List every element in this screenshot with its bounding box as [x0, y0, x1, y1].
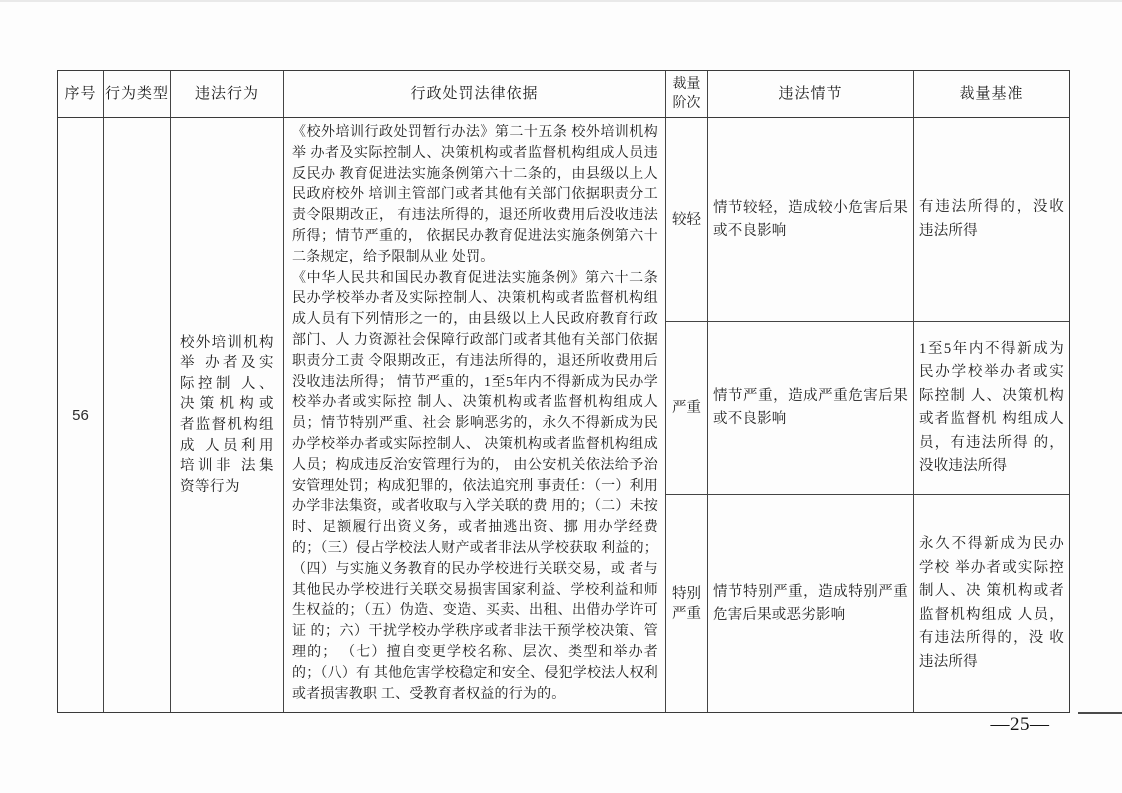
header-legal-basis: 行政处罚法律依据	[284, 71, 666, 117]
cell-behavior-type-empty	[104, 118, 171, 712]
legal-basis-paragraph-2: 《中华人民共和国民办教育促进法实施条例》第六十二条 民办学校举办者及实际控制人、决策机构或者监督机构组成人员有下列情形之一的，由县级以上人民政府教育行政部门、人 力资源社会保障行政部门或者其他有关部门依据职责分工责 令限期改正，有违法所得的，退还所收费用后没收违法所得； 情节严重的，1至5年内不得新成为民办学校举办者或实际控 制人、决策机构或者监督机构组成人员；情节特别严重、社会 影响恶劣的，永久不得新成为民办学校举办者或实际控制人、 决策机构或者监督机构组成人员；构成违反治安管理行为的， 由公安机关依法给予治安管理处罚；构成犯罪的，依法追究刑 事责任：（一）利用办学非法集资，或者收取与入学关联的费 用的；（二）未按时、足额履行出资义务，或者抽逃出资、挪 用办学经费的；（三）侵占学校法人财产或者非法从学校获取 利益的；（四）与实施义务教育的民办学校进行关联交易，或 者与其他民办学校进行关联交易损害国家利益、学校利益和师 生权益的；（五）伪造、变造、买卖、出租、出借办学许可证 的；六）干扰学校办学秩序或者非法干预学校决策、管理的； （七）擅自变更学校名称、层次、类型和举办者的；（八）有 其他危害学校稳定和安全、侵犯学校法人权利或者损害教职 工、受教育者权益的行为的。	[292, 270, 658, 702]
cell-circumstance-minor	[708, 118, 914, 321]
circumstance-serious-text: 情节严重，造成严重危害后果或不良影响	[713, 388, 908, 427]
page-number: —25—	[990, 714, 1050, 735]
header-behavior-type: 行为类型	[104, 71, 171, 117]
legal-basis-paragraph-1: 《校外培训行政处罚暂行办法》第二十五条 校外培训机构举 办者及实际控制人、决策机构或者监督机构组成人员违反民办 教育促进法实施条例第六十二条的，由县级以上人民政府校外 培训主管部门或者其他有关部门依据职责分工责令限期改正， 有违法所得的，退还所收费用后没收违法所得；情节严重的， 依据民办教育促进法实施条例第六十二条规定，给予限制从业 处罚。	[292, 125, 658, 265]
circumstance-extremely-serious-text: 情节特别严重，造成特别严重危害后果或恶劣影响	[713, 583, 908, 623]
table-body-row	[58, 118, 1069, 712]
benchmark-extremely-serious-text: 永久不得新成为民办学校 举办者或实际控制人、决 策机构或者监督机构组成 人员，有违法所得的，没 收违法所得	[919, 536, 1064, 670]
header-illegal-circumstance: 违法情节	[708, 71, 914, 117]
cell-benchmark-minor	[914, 118, 1069, 321]
cell-level-extremely-serious: 特别严重	[666, 495, 708, 712]
scan-edge-artifact	[0, 0, 1122, 2]
cell-level-serious: 严重	[666, 322, 708, 494]
cell-level-minor: 较轻	[666, 118, 708, 321]
subrow-minor	[666, 118, 1069, 322]
cell-serial-number: 56	[58, 118, 104, 712]
header-illegal-behavior: 违法行为	[171, 71, 284, 117]
cell-illegal-behavior	[171, 118, 284, 712]
benchmark-serious-text: 1至5年内不得新成为民办学校举办者或实际控制 人、决策机构或者监督机 构组成人员，有违法所得 的，没收违法所得	[919, 340, 1064, 474]
header-discretion-level: 裁量阶次	[666, 71, 708, 117]
cell-circumstance-serious	[708, 322, 914, 494]
table-header-row	[58, 71, 1069, 118]
penalty-discretion-table	[57, 70, 1070, 713]
header-serial-number: 序号	[58, 71, 104, 117]
discretion-subrows	[666, 118, 1069, 712]
subrow-extremely-serious	[666, 495, 1069, 712]
cell-benchmark-extremely-serious	[914, 495, 1069, 712]
scan-line-artifact	[1078, 712, 1122, 714]
circumstance-minor-text: 情节较轻，造成较小危害后果或不良影响	[713, 199, 908, 239]
benchmark-minor-text: 有违法所得的，没收违法所得	[919, 199, 1064, 239]
cell-circumstance-extremely-serious	[708, 495, 914, 712]
cell-legal-basis	[284, 118, 666, 712]
illegal-behavior-text: 校外培训机构举 办者及实际控制 人、决策机构或 者监督机构组成 人员利用培训非 法集资等行为	[180, 334, 274, 495]
subrow-serious	[666, 322, 1069, 495]
header-discretion-benchmark: 裁量基准	[959, 85, 1024, 102]
cell-benchmark-serious	[914, 322, 1069, 494]
